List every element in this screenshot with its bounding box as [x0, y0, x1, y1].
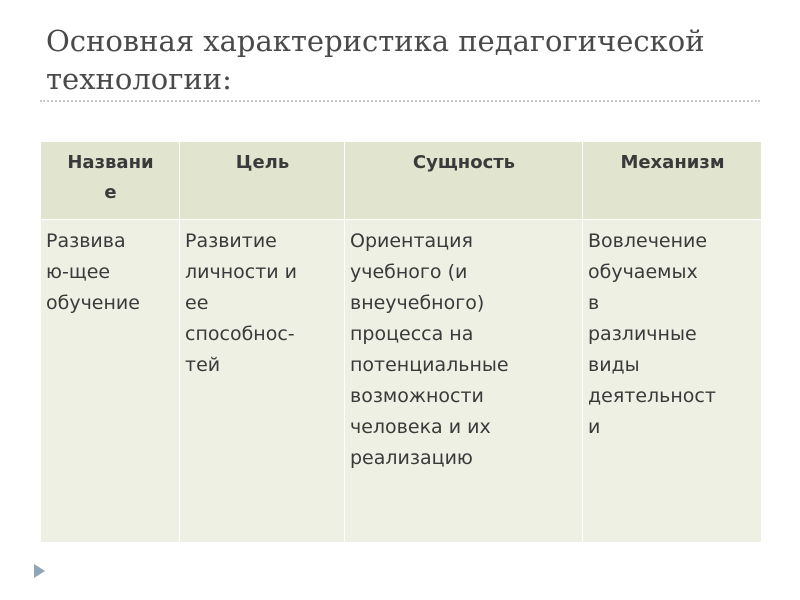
header-mechanism-line-1: Механизм: [620, 152, 725, 173]
title-line-1: Основная характеристика педагогической: [46, 24, 705, 58]
cell-essence-line: человека и их: [350, 416, 491, 438]
cell-mechanism-line: обучаемых: [588, 261, 698, 283]
cell-essence: [345, 220, 583, 543]
cell-essence-line: потенциальные: [350, 354, 509, 376]
cell-essence-line: внеучебного): [350, 292, 485, 314]
cell-goal: [180, 220, 345, 543]
cell-goal-line: способнос-: [185, 323, 295, 345]
title-line-2: технологии:: [46, 62, 232, 96]
title-divider: [40, 100, 760, 102]
cell-essence-line: учебного (и: [350, 261, 468, 283]
header-name-line-2: е: [104, 182, 117, 203]
cell-mechanism-line: в: [588, 292, 600, 314]
cell-mechanism-line: деятельност: [588, 385, 716, 407]
table-row: [41, 220, 762, 543]
header-name: [41, 142, 180, 220]
header-goal-line-1: Цель: [235, 152, 290, 173]
header-mechanism: [583, 142, 762, 220]
cell-essence-line: процесса на: [350, 323, 474, 345]
cell-mechanism: [583, 220, 762, 543]
cell-mechanism-line: виды: [588, 354, 640, 376]
header-goal: [180, 142, 345, 220]
header-essence-line-1: Сущность: [412, 152, 516, 173]
cell-name-line: Развива: [46, 230, 126, 252]
cell-goal-line: ее: [185, 292, 209, 314]
cell-name-line: ю-щее: [46, 261, 111, 283]
characteristics-table: [40, 141, 762, 543]
cell-name-line: обучение: [46, 292, 140, 314]
cell-mechanism-line: и: [588, 416, 601, 438]
triangle-bullet-icon: [34, 564, 45, 578]
cell-mechanism-line: различные: [588, 323, 697, 345]
cell-goal-line: тей: [185, 354, 221, 376]
table-header-row: [41, 142, 762, 220]
cell-essence-line: Ориентация: [350, 230, 473, 252]
cell-name: [41, 220, 180, 543]
cell-essence-line: реализацию: [350, 447, 473, 469]
cell-goal-line: личности и: [185, 261, 298, 283]
header-name-line-1: Названи: [67, 152, 154, 173]
slide-title: [46, 22, 766, 98]
cell-essence-line: возможности: [350, 385, 484, 407]
cell-goal-line: Развитие: [185, 230, 277, 252]
cell-mechanism-line: Вовлечение: [588, 230, 708, 252]
header-essence: [345, 142, 583, 220]
